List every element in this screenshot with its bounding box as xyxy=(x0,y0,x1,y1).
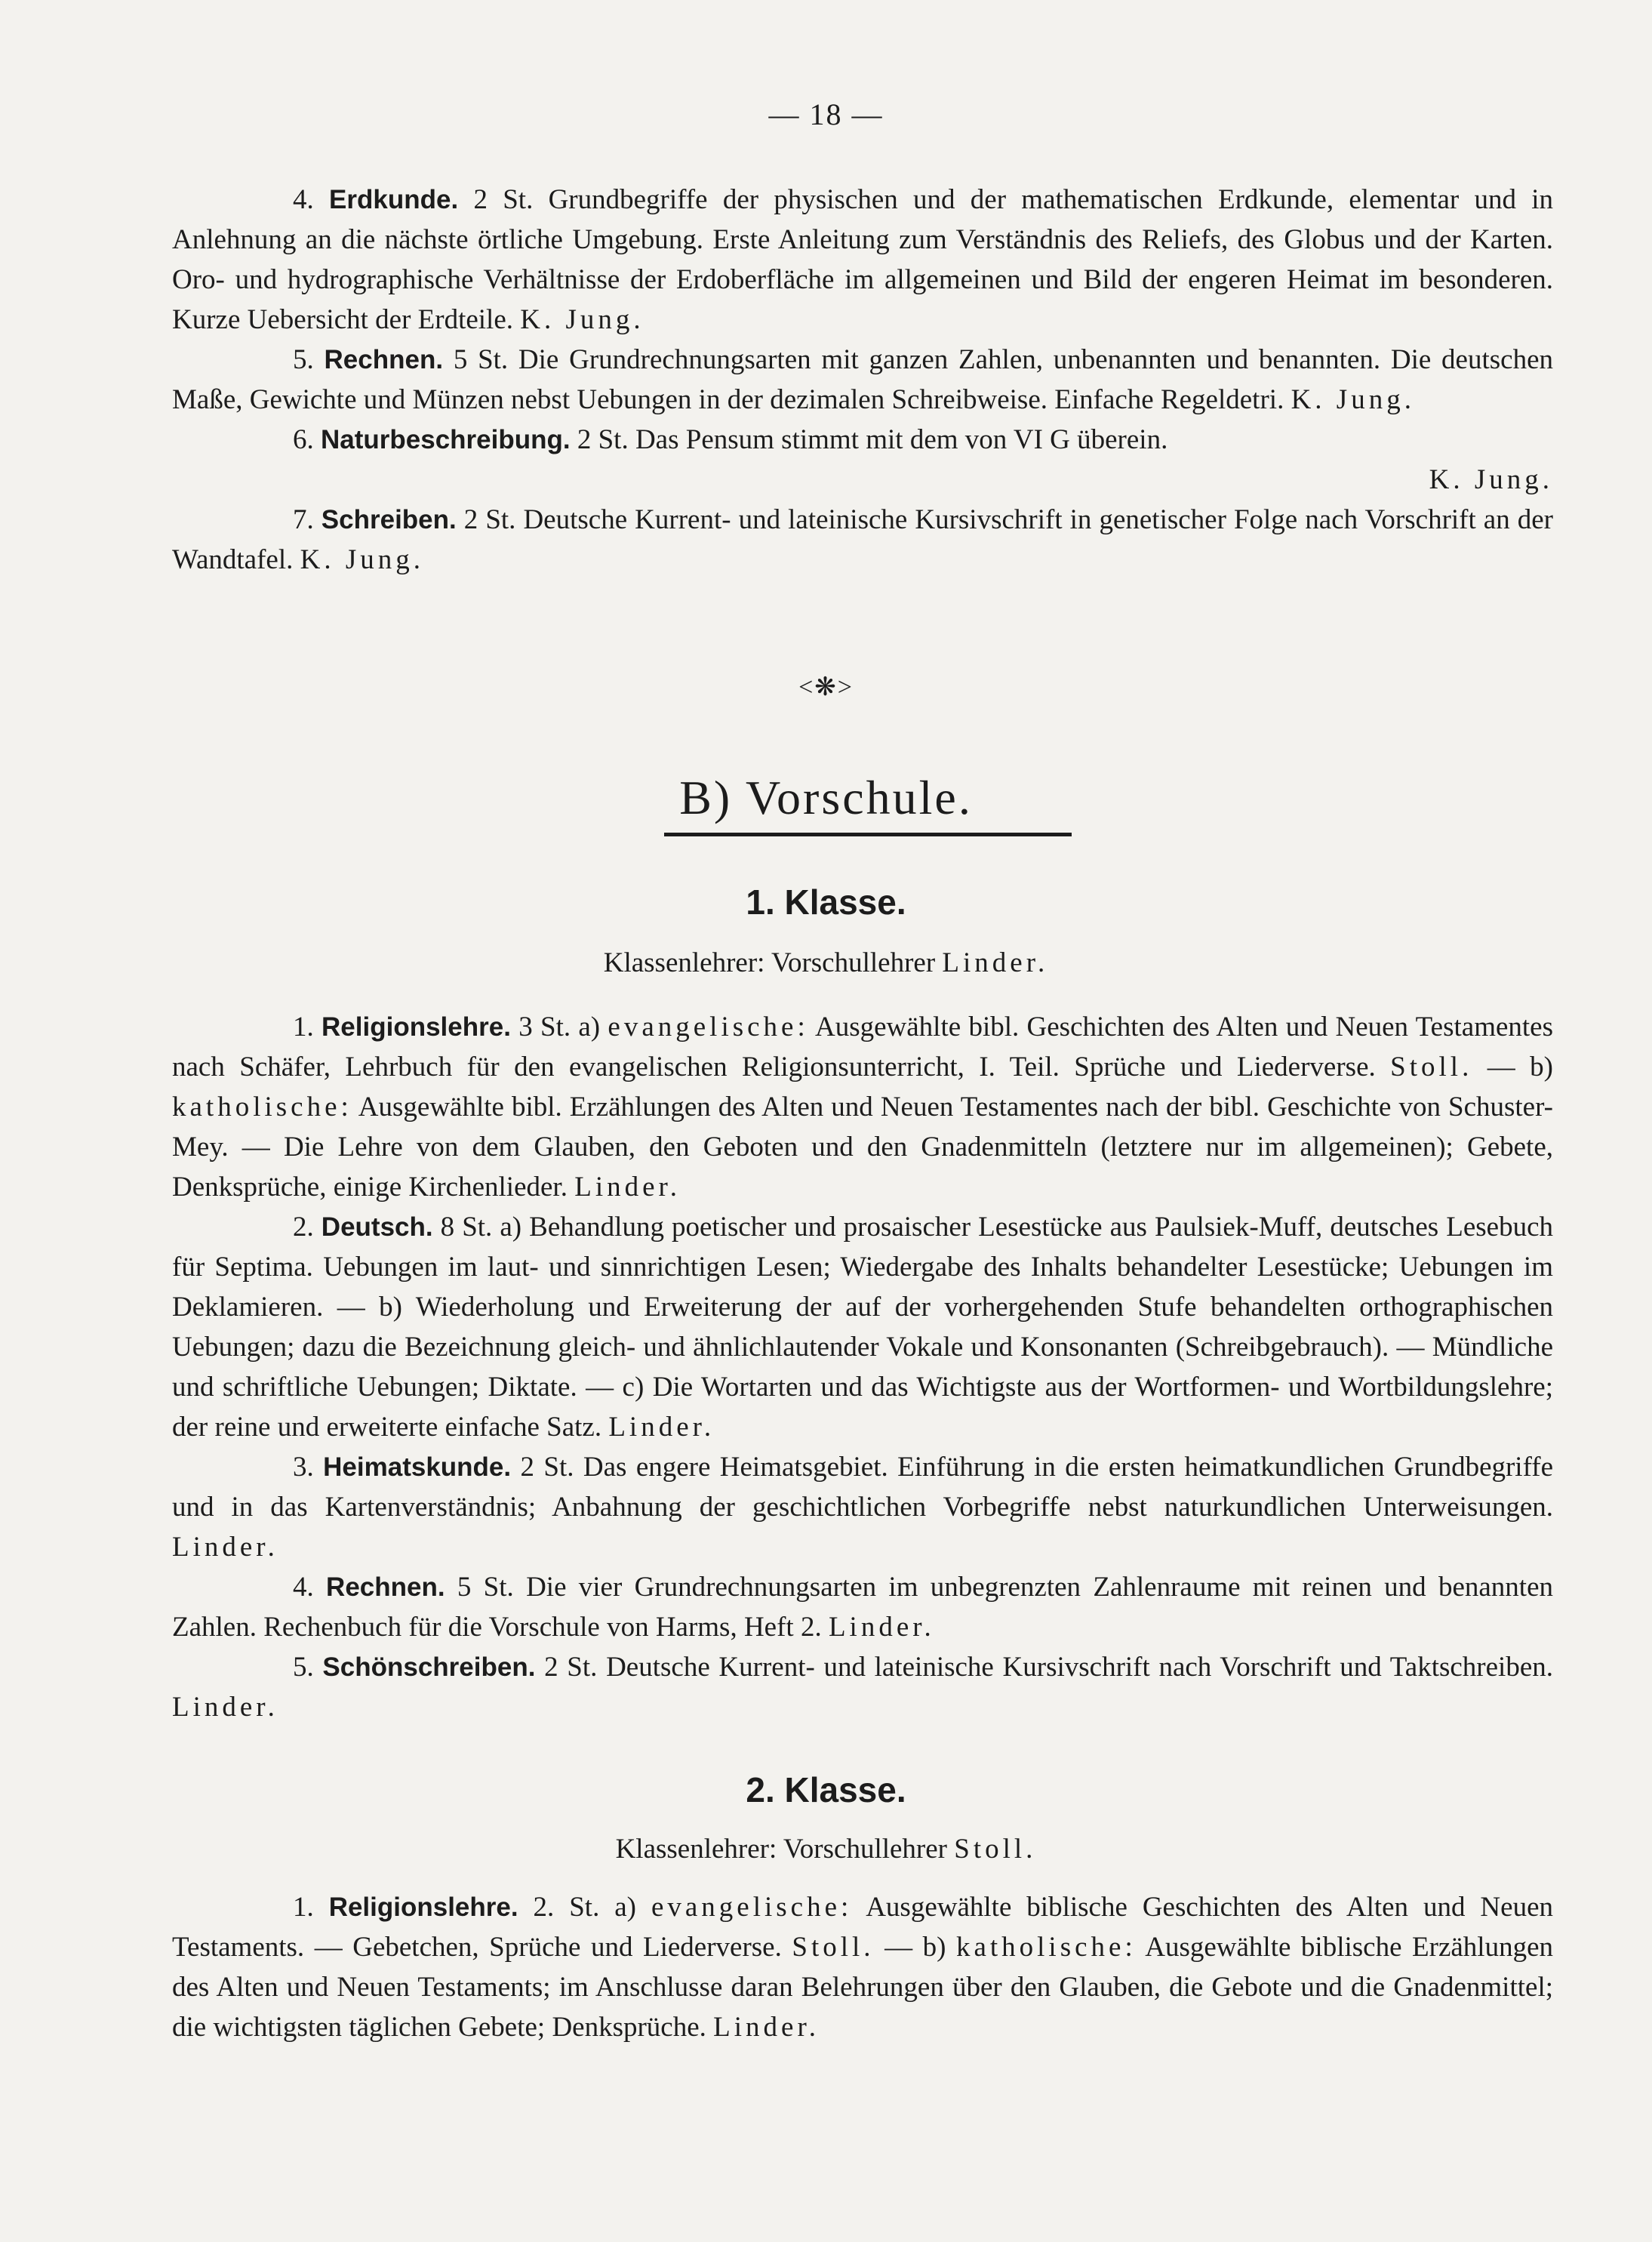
paragraph-religionslehre-2: 1. Religionslehre. 2. St. a) evangelische: Ausgewählte biblische Geschichten des Alten und Neuen Testaments. — Gebetchen, Sprüche und Liederverse. Stoll. — b) katholische: Ausgewählte biblische Erzählungen des Alten und Neuen Testaments; im Anschlusse daran Belehrungen über den Glauben, die Gebote und die Gnadenmittel; die wichtigsten täglichen Gebete; Denksprüche. Linder. xyxy=(172,1892,1554,2043)
class-teacher-1: Klassenlehrer: Vorschullehrer Linder. xyxy=(603,947,1049,978)
teacher-name: Linder. xyxy=(172,1532,278,1563)
teacher-name: Linder. xyxy=(172,1692,278,1723)
class-2-subjects xyxy=(172,1887,1553,2047)
subject-heading: Religionslehre. xyxy=(321,1012,511,1042)
teacher-name: Stoll. xyxy=(954,1834,1037,1865)
subject-heading: Naturbeschreibung. xyxy=(321,425,571,454)
teacher-name: Linder. xyxy=(574,1172,681,1203)
teacher-name: Linder. xyxy=(713,2012,820,2043)
paragraph-religionslehre: 1. Religionslehre. 3 St. a) evangelische: Ausgewählte bibl. Geschichten des Alten und Neuen Testamentes nach Schäfer, Lehrbuch für den evangelischen Religionsunterricht, I. Teil. Sprüche und Liederverse. Stoll. — b) katholische: Ausgewählte bibl. Erzählungen des Alten und Neuen Testamentes nach der bibl. Geschichte von Schuster-Mey. — Die Lehre von dem Glauben, den Geboten und den Gnadenmitteln (letztere nur im allgemeinen); Gebete, Denksprüche, einige Kirchenlieder. Linder. xyxy=(172,1012,1554,1203)
teacher-name: Stoll. xyxy=(792,1932,875,1963)
teacher-name: K. Jung. xyxy=(1291,384,1415,415)
subject-heading: Erdkunde. xyxy=(329,185,459,214)
denomination-label: evangelische: xyxy=(651,1892,853,1923)
paragraph-schoenschreiben: 5. Schönschreiben. 2 St. Deutsche Kurrent- und lateinische Kursivschrift nach Vorschrift und Taktschreiben. Linder. xyxy=(172,1652,1553,1723)
teacher-name: K. Jung. xyxy=(300,544,424,575)
title-underline xyxy=(664,833,1072,836)
teacher-name: Linder. xyxy=(828,1612,935,1643)
paragraph-deutsch: 2. Deutsch. 8 St. a) Behandlung poetischer und prosaischer Lesestücke aus Paulsiek-Muff, deutsches Lesebuch für Septima. Uebungen im laut- und sinnrichtigen Lesen; Wiedergabe des Inhalts behandelter Lesestücke; Uebungen im Deklamieren. — b) Wiederholung und Erweiterung der auf der vorhergehenden Stufe behandelten orthographischen Uebungen; dazu die Bezeichnung gleich- und ähnlichlautender Vokale und Konsonanten (Schreibgebrauch). — Mündliche und schriftliche Uebungen; Diktate. — c) Die Wortarten und das Wichtigste aus der Wortformen- und Wortbildungslehre; der reine und erweiterte einfache Satz. Linder. xyxy=(172,1212,1553,1443)
paragraph-schreiben: 7. Schreiben. 2 St. Deutsche Kurrent- und lateinische Kursivschrift in genetischer Folge nach Vorschrift an der Wandtafel. K. Jung. xyxy=(172,504,1554,575)
subject-heading: Religionslehre. xyxy=(328,1892,518,1922)
page-number: — 18 — xyxy=(768,97,884,131)
paragraph-heimatskunde: 3. Heimatskunde. 2 St. Das engere Heimatsgebiet. Einführung in die ersten heimatkundlichen Grundbegriffe und in das Kartenverständnis; Anbahnung der geschichtlichen Vorbegriffe nebst naturkundlichen Unterweisungen. Linder. xyxy=(172,1452,1553,1563)
teacher-name: Stoll. xyxy=(1390,1052,1473,1083)
teacher-name: K. Jung. xyxy=(1429,464,1553,495)
class-1-subjects xyxy=(172,1007,1553,1727)
subject-heading: Rechnen. xyxy=(324,345,444,374)
class-heading-2: 2. Klasse. xyxy=(746,1770,906,1809)
paragraph-erdkunde: 4. Erdkunde. 2 St. Grundbegriffe der physischen und der mathematischen Erdkunde, elementar und in Anlehnung an die nächste örtliche Umgebung. Erste Anleitung zum Verständnis des Reliefs, des Globus und der Karten. Oro- und hydrographische Verhältnisse der Erdoberfläche im allgemeinen und Bild der engeren Heimat im besonderen. Kurze Uebersicht der Erdteile. K. Jung. xyxy=(172,184,1554,335)
subject-heading: Rechnen. xyxy=(326,1572,445,1602)
section-title: B) Vorschule. xyxy=(679,771,973,824)
paragraph-rechnen: 5. Rechnen. 5 St. Die Grundrechnungsarten mit ganzen Zahlen, unbenannten und benannten. Die deutschen Maße, Gewichte und Münzen nebst Uebungen in der dezimalen Schreibweise. Einfache Regeldetri. K. Jung. xyxy=(172,344,1553,415)
teacher-name: Linder. xyxy=(608,1412,715,1443)
teacher-line xyxy=(172,460,1553,500)
denomination-label: katholische: xyxy=(172,1092,352,1123)
class-heading-1: 1. Klasse. xyxy=(746,882,906,922)
class-teacher-2: Klassenlehrer: Vorschullehrer Stoll. xyxy=(615,1834,1037,1865)
teacher-name: K. Jung. xyxy=(520,304,644,335)
paragraph-rechnen-vorschule: 4. Rechnen. 5 St. Die vier Grundrechnungsarten im unbegrenzten Zahlenraume mit reinen und benannten Zahlen. Rechenbuch für die Vorschule von Harms, Heft 2. Linder. xyxy=(172,1572,1553,1643)
subject-heading: Schönschreiben. xyxy=(322,1652,536,1682)
subject-heading: Heimatskunde. xyxy=(323,1452,512,1482)
subject-heading: Schreiben. xyxy=(321,505,457,534)
denomination-label: katholische: xyxy=(955,1932,1137,1963)
previous-section-subjects xyxy=(172,180,1553,580)
paragraph-naturbeschreibung: 6. Naturbeschreibung. 2 St. Das Pensum stimmt mit dem von VI G überein. xyxy=(293,424,1168,455)
subject-heading: Deutsch. xyxy=(321,1212,433,1242)
denomination-label: evangelische: xyxy=(608,1012,809,1042)
teacher-name: Linder. xyxy=(942,947,1049,978)
section-divider-ornament: <❋> xyxy=(798,673,854,701)
